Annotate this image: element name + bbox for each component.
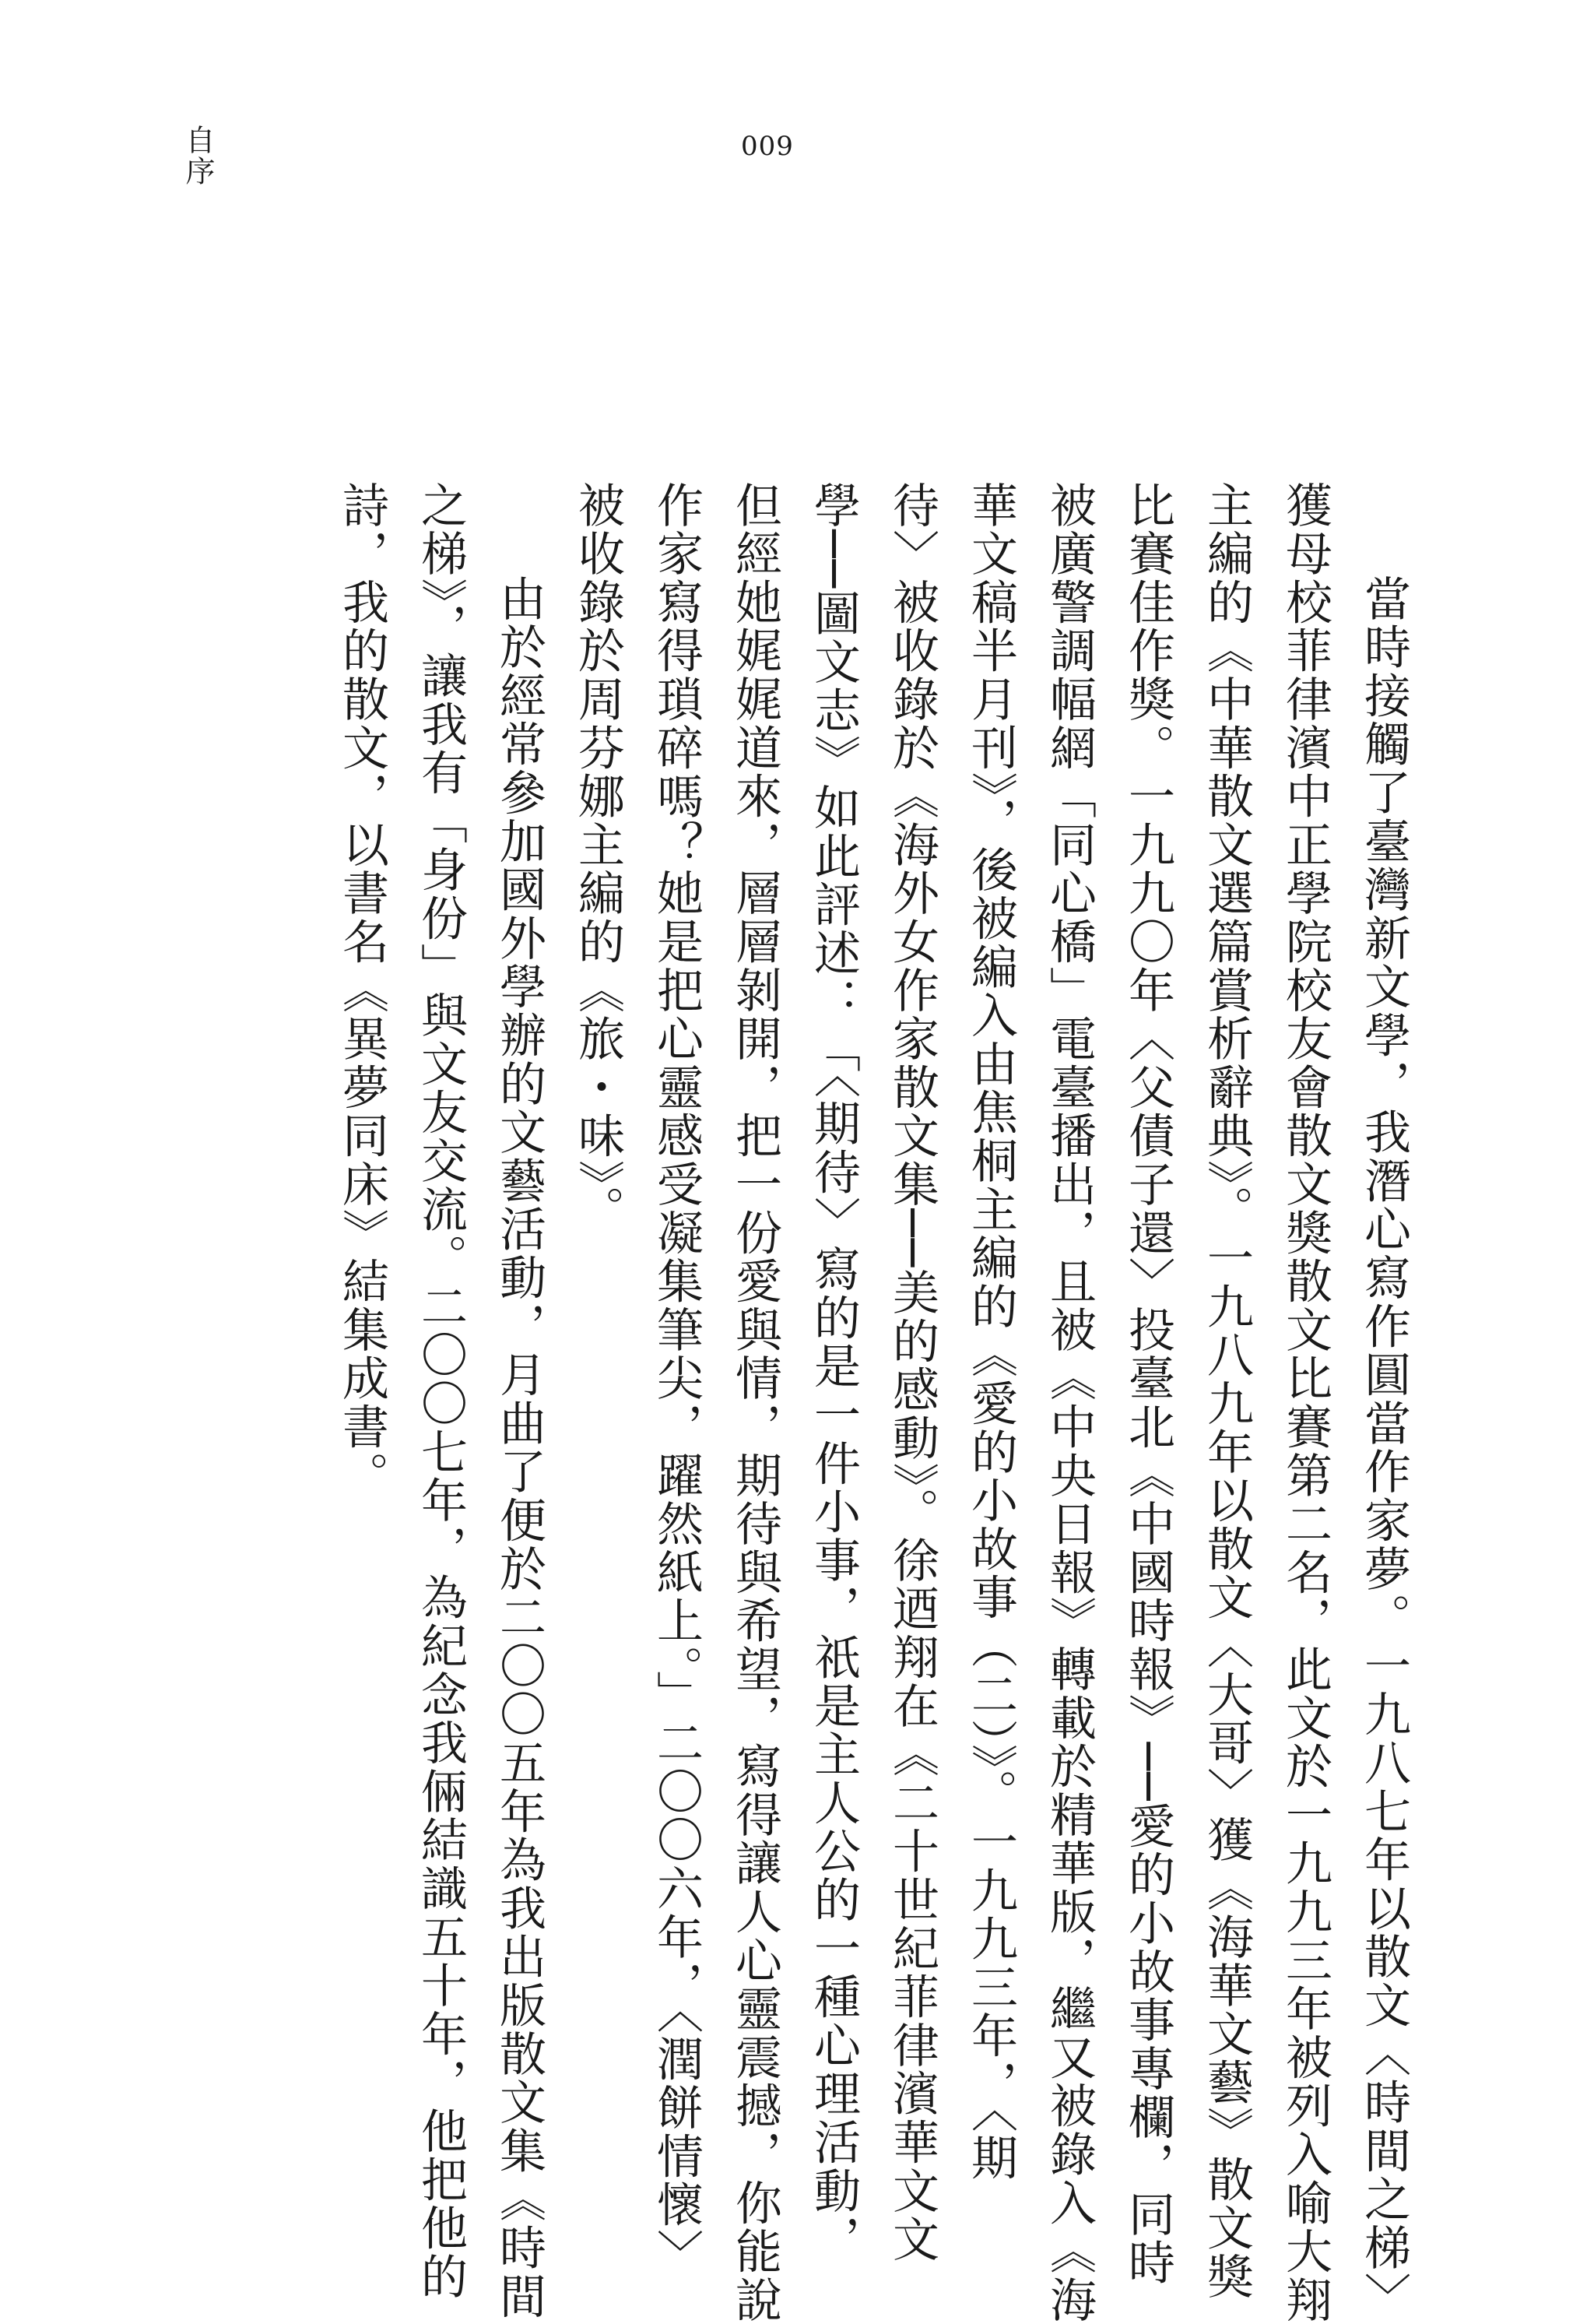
text-column: 但經她娓娓道來，層層剝開，把一份愛與情，期待與希望，寫得讓人心靈震撼，你能說 bbox=[728, 481, 782, 2324]
text-column: 被收錄於周芬娜主編的《旅・味》。 bbox=[571, 481, 625, 1234]
text-column: 之梯》，讓我有「身份」與文友交流。二〇〇七年，為紀念我倆結識五十年，他把他的 bbox=[413, 481, 468, 2301]
body-text bbox=[177, 481, 1423, 2324]
text-column: 當時接觸了臺灣新文學，我潛心寫作圓當作家夢。一九八七年以散文〈時間之梯〉 bbox=[1357, 575, 1411, 2321]
text-column: 華文稿半月刊》，後被編入由焦桐主編的《愛的小故事（二）》。一九九三年，〈期 bbox=[964, 481, 1018, 2183]
text-column: 被廣警調幅網「同心橋」電臺播出，且被《中央日報》轉載於精華版，繼又被錄入《海 bbox=[1042, 481, 1097, 2324]
text-column: 待〉被收錄於《海外女作家散文集──美的感動》。徐迺翔在《二十世紀菲律濱華文文 bbox=[885, 481, 939, 2264]
text-column: 主編的《中華散文選篇賞析辭典》。一九八九年以散文〈大哥〉獲《海華文藝》散文獎 bbox=[1199, 481, 1254, 2301]
text-column: 學──圖文志》如此評述：「〈期待〉寫的是一件小事，祇是主人公的一種心理活動， bbox=[806, 481, 861, 2264]
text-column: 作家寫得瑣碎嗎？她是把心靈感受凝集筆尖，躍然紙上。」二〇〇六年，〈潤餅情懷〉 bbox=[649, 481, 704, 2278]
text-column: 獲母校菲律濱中正學院校友會散文獎散文比賽第二名，此文於一九九三年被列入喻大翔 bbox=[1278, 481, 1332, 2324]
text-column: 比賽佳作獎。一九九〇年〈父債子還〉投臺北《中國時報》──愛的小故事專欄，同時 bbox=[1121, 481, 1175, 2287]
text-column: 詩，我的散文，以書名《異夢同床》結集成書。 bbox=[335, 481, 389, 1500]
running-head: 自序 bbox=[181, 125, 215, 187]
text-column: 由於經常參加國外學辦的文藝活動，月曲了便於二〇〇五年為我出版散文集《時間 bbox=[492, 575, 546, 2321]
page-number: 009 bbox=[741, 131, 794, 162]
